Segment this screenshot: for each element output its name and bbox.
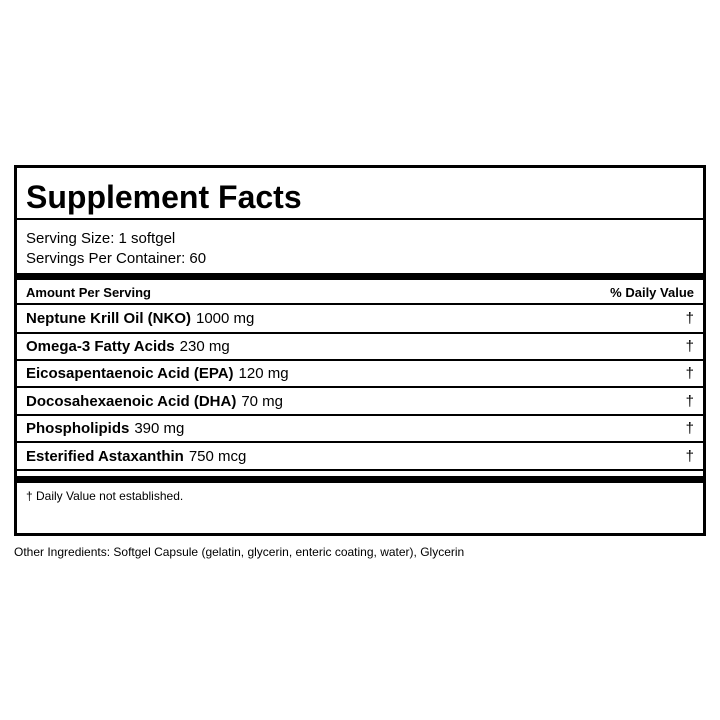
nutrient-label (26, 309, 254, 328)
nutrient-row (17, 388, 703, 415)
panel-title: Supplement Facts (26, 179, 302, 215)
nutrient-daily-value: † (685, 448, 694, 465)
title-divider (17, 218, 703, 220)
daily-value-header: % Daily Value (610, 285, 694, 300)
nutrient-row (17, 415, 703, 442)
nutrient-daily-value: † (685, 338, 694, 355)
amount-per-serving-header: Amount Per Serving (26, 285, 151, 300)
row-divider (17, 469, 703, 471)
nutrient-daily-value: † (685, 365, 694, 382)
nutrient-label (26, 419, 184, 438)
nutrient-daily-value: † (685, 310, 694, 327)
nutrient-row (17, 443, 703, 470)
nutrient-label (26, 392, 283, 411)
nutrient-row (17, 360, 703, 387)
supplement-facts-panel (14, 165, 706, 536)
nutrient-daily-value: † (685, 393, 694, 410)
nutrient-amount: 750 mcg (188, 448, 247, 465)
nutrient-amount: 70 mg (241, 393, 284, 410)
nutrient-amount: 120 mg (238, 365, 289, 382)
footnote: † Daily Value not established. (26, 489, 184, 503)
nutrient-daily-value: † (685, 420, 694, 437)
nutrient-name: Neptune Krill Oil (NKO) (26, 310, 191, 327)
nutrient-row (17, 333, 703, 360)
servings-per-container: Servings Per Container: 60 (26, 250, 207, 267)
nutrient-label (26, 364, 289, 383)
nutrient-row (17, 305, 703, 332)
other-ingredients: Other Ingredients: Softgel Capsule (gelatin, glycerin, enteric coating, water), Glycerin (14, 545, 465, 559)
serving-size: Serving Size: 1 softgel (26, 230, 176, 247)
nutrient-name: Esterified Astaxanthin (26, 448, 184, 465)
nutrient-amount: 230 mg (179, 338, 230, 355)
thick-divider-top (17, 273, 703, 280)
nutrient-name: Docosahexaenoic Acid (DHA) (26, 393, 237, 410)
nutrient-label (26, 337, 230, 356)
thick-divider-bottom (17, 476, 703, 483)
nutrient-name: Eicosapentaenoic Acid (EPA) (26, 365, 234, 382)
nutrient-name: Omega-3 Fatty Acids (26, 338, 175, 355)
nutrient-amount: 390 mg (134, 420, 185, 437)
nutrient-name: Phospholipids (26, 420, 130, 437)
nutrient-label (26, 447, 246, 466)
nutrient-amount: 1000 mg (196, 310, 255, 327)
